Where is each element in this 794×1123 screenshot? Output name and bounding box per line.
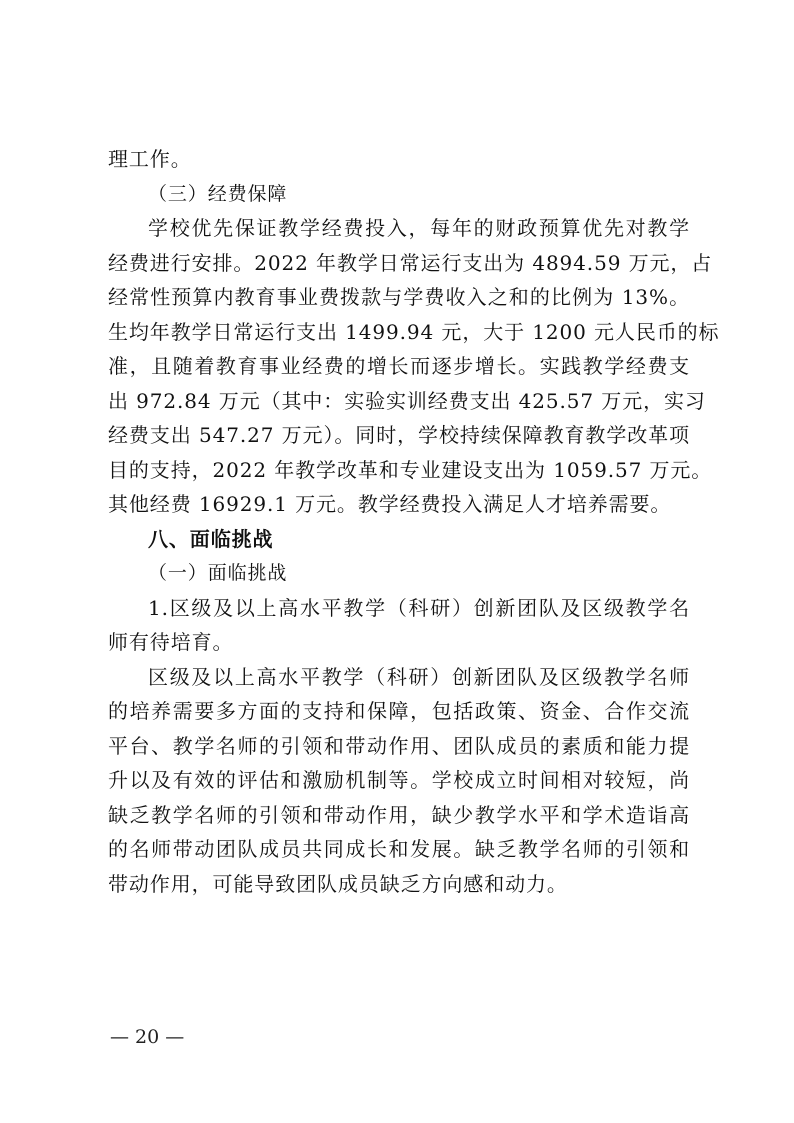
section-subheading: （三）经费保障 xyxy=(148,182,288,205)
paragraph-line: 经费进行安排。2022 年教学日常运行支出为 4894.59 万元，占 xyxy=(108,250,713,275)
paragraph-line: 带动作用，可能导致团队成员缺乏方向感和动力。 xyxy=(108,871,568,896)
paragraph-line: 经费支出 547.27 万元）。同时，学校持续保障教育教学改革项 xyxy=(108,423,690,447)
paragraph-line: 师有待培育。 xyxy=(108,630,234,654)
paragraph-line: 区级及以上高水平教学（科研）创新团队及区级教学名师 xyxy=(148,664,690,689)
section-heading: 八、面临挑战 xyxy=(148,526,274,551)
paragraph-line: 出 972.84 万元（其中：实验实训经费支出 425.57 万元，实习 xyxy=(108,388,706,413)
paragraph-line: 目的支持，2022 年教学改革和专业建设支出为 1059.57 万元。 xyxy=(108,457,713,482)
document-body xyxy=(108,142,720,901)
paragraph-line: 缺乏教学名师的引领和带动作用，缺少教学水平和学术造诣高 xyxy=(108,802,690,827)
paragraph-line: 升以及有效的评估和激励机制等。学校成立时间相对较短，尚 xyxy=(108,768,690,792)
paragraph-line: 的名师带动团队成员共同成长和发展。缺乏教学名师的引领和 xyxy=(108,837,690,861)
paragraph-line: 生均年教学日常运行支出 1499.94 元，大于 1200 元人民币的标 xyxy=(108,319,720,344)
section-subheading: （一）面临挑战 xyxy=(148,562,288,584)
paragraph-line: 1.区级及以上高水平教学（科研）创新团队及区级教学名 xyxy=(148,595,690,620)
paragraph-line: 经常性预算内教育事业费拨款与学费收入之和的比例为 13%。 xyxy=(108,285,690,309)
paragraph-line: 平台、教学名师的引领和带动作用、团队成员的素质和能力提 xyxy=(108,733,690,758)
paragraph-line: 的培养需要多方面的支持和保障，包括政策、资金、合作交流 xyxy=(108,699,690,723)
paragraph-line: 学校优先保证教学经费投入，每年的财政预算优先对教学 xyxy=(148,216,690,240)
page-number: — 20 — xyxy=(110,1026,185,1048)
paragraph-line: 其他经费 16929.1 万元。教学经费投入满足人才培养需要。 xyxy=(108,492,672,516)
paragraph-line: 准，且随着教育事业经费的增长而逐步增长。实践教学经费支 xyxy=(108,354,690,378)
paragraph-line: 理工作。 xyxy=(108,147,192,171)
